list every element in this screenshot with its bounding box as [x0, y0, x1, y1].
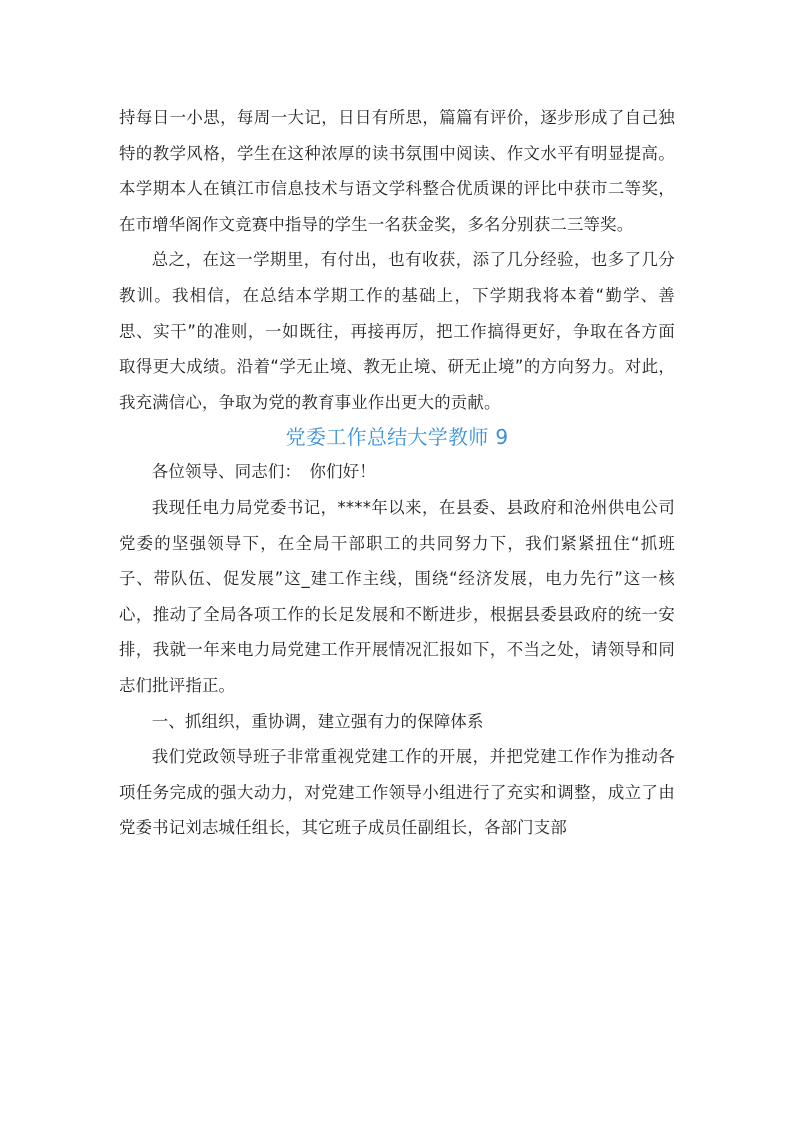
paragraph-organization: 我们党政领导班子非常重视党建工作的开展，并把党建工作作为推动各项任务完成的强大动力，对党建工作领导小组进行了充实和调整，成立了由党委书记刘志城任组长，其它班子成员任副组长，各部门支部 — [119, 747, 675, 838]
paragraph-summary: 总之，在这一学期里，有付出，也有收获，添了几分经验，也多了几分教训。我相信，在总结本学期工作的基础上，下学期我将本着“勤学、善思、实干”的准则，一如既往，再接再厉，把工作搞得更好，争取在各方面取得更大成绩。沿着“学无止境、教无止境、研无止境”的方向努力。对此，我充满信心，争取为党的教育事业作出更大的贡献。 — [119, 250, 675, 412]
subheading-organization: 一、抓组织，重协调，建立强有力的保障体系 — [151, 711, 484, 731]
document-body — [119, 100, 675, 846]
paragraph-continued: 持每日一小思，每周一大记，日日有所思，篇篇有评价，逐步形成了自己独特的教学风格，学生在这种浓厚的读书氛围中阅读、作文水平有明显提高。本学期本人在镇江市信息技术与语文学科整合优质课的评比中获市二等奖，在市增华阁作文竞赛中指导的学生一名获金奖，多名分别获二三等奖。 — [119, 108, 675, 234]
greeting-line: 各位领导、同志们： 你们好！ — [151, 462, 376, 482]
section-heading: 党委工作总结大学教师 9 — [285, 425, 509, 450]
paragraph-intro: 我现任电力局党委书记，****年以来，在县委、县政府和沧州供电公司党委的坚强领导下，在全局干部职工的共同努力下，我们紧紧扭住“抓班子、带队伍、促发展”这_建工作主线，围绕“经济发展，电力先行”这一核心，推动了全局各项工作的长足发展和不断进步，根据县委县政府的统一安排，我就一年来电力局党建工作开展情况汇报如下，不当之处，请领导和同志们批评指正。 — [119, 497, 675, 695]
